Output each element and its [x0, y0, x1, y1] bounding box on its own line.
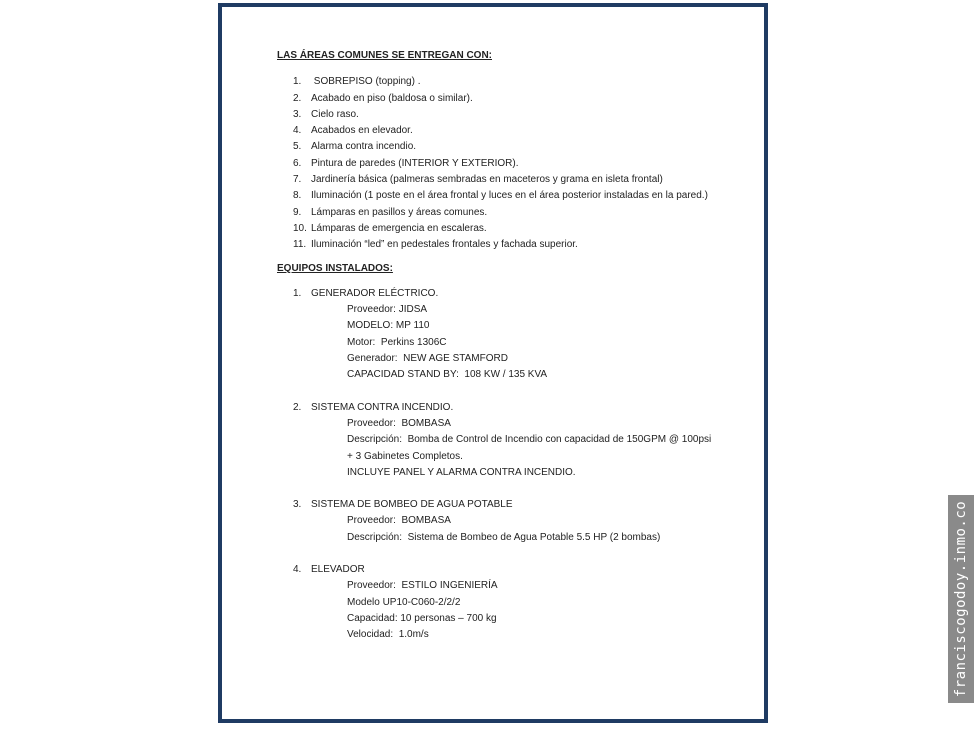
list-number: 1.	[293, 76, 302, 88]
list-number: 10.	[293, 222, 307, 234]
equipo-generador	[277, 286, 744, 384]
list-item	[293, 205, 744, 221]
heading-equipos-instalados: EQUIPOS INSTALADOS:	[277, 262, 393, 274]
list-number: 3.	[293, 499, 302, 511]
list-number: 3.	[293, 108, 302, 120]
equipo-detail: MODELO: MP 110	[347, 320, 430, 332]
list-text: Acabado en piso (baldosa o similar).	[311, 92, 473, 104]
list-text: Iluminación “led” en pedestales frontales y fachada superior.	[311, 239, 578, 251]
list-number: 8.	[293, 190, 302, 202]
equipo-title	[277, 562, 744, 578]
equipo-detail: Generador: NEW AGE STAMFORD	[347, 353, 508, 365]
list-item	[293, 139, 744, 155]
list-number: 5.	[293, 141, 302, 153]
equipo-title-text: GENERADOR ELÉCTRICO.	[311, 287, 439, 299]
document-page	[218, 3, 768, 723]
list-number: 4.	[293, 564, 302, 576]
list-text: Acabados en elevador.	[311, 125, 413, 137]
equipo-detail: Proveedor: BOMBASA	[347, 417, 451, 429]
list-text: Cielo raso.	[311, 108, 359, 120]
list-item	[293, 107, 744, 123]
list-number: 9.	[293, 206, 302, 218]
list-item	[293, 74, 744, 90]
equipo-title-text: SISTEMA DE BOMBEO DE AGUA POTABLE	[311, 499, 513, 511]
equipo-detail: Descripción: Sistema de Bombeo de Agua Potable 5.5 HP (2 bombas)	[347, 531, 661, 543]
equipo-detail: Proveedor: BOMBASA	[347, 515, 451, 527]
equipo-elevador	[277, 562, 744, 643]
equipo-detail: Modelo UP10-C060-2/2/2	[347, 596, 461, 608]
equipo-detail: Proveedor: ESTILO INGENIERÍA	[347, 580, 498, 592]
list-number: 4.	[293, 125, 302, 137]
list-text: Pintura de paredes (INTERIOR Y EXTERIOR).	[311, 157, 519, 169]
equipo-detail: Motor: Perkins 1306C	[347, 336, 447, 348]
equipo-detail: INCLUYE PANEL Y ALARMA CONTRA INCENDIO.	[347, 466, 576, 478]
list-number: 2.	[293, 92, 302, 104]
equipo-title	[277, 497, 744, 513]
equipo-title	[277, 400, 744, 416]
list-item	[293, 188, 744, 204]
list-item	[293, 156, 744, 172]
list-item	[293, 91, 744, 107]
document-content	[277, 48, 744, 660]
equipo-detail: Proveedor: JIDSA	[347, 304, 428, 316]
equipo-title-text: ELEVADOR	[311, 564, 365, 576]
list-text: Lámparas de emergencia en escaleras.	[311, 222, 487, 234]
list-item	[293, 123, 744, 139]
list-number: 7.	[293, 174, 302, 186]
list-item	[293, 237, 744, 253]
watermark	[948, 495, 974, 703]
equipo-title	[277, 286, 744, 302]
heading-areas-comunes: LAS ÁREAS COMUNES SE ENTREGAN CON:	[277, 50, 493, 61]
equipo-title-text: SISTEMA CONTRA INCENDIO.	[311, 401, 454, 413]
list-text: Jardinería básica (palmeras sembradas en maceteros y grama en isleta frontal)	[311, 174, 663, 186]
equipo-detail: Velocidad: 1.0m/s	[347, 629, 429, 641]
list-text: Iluminación (1 poste en el área frontal y luces en el área posterior instaladas en la pared.)	[311, 190, 708, 202]
list-item	[293, 221, 744, 237]
list-item	[293, 172, 744, 188]
list-text: Lámparas en pasillos y áreas comunes.	[311, 206, 488, 218]
equipo-detail: Capacidad: 10 personas – 700 kg	[347, 612, 497, 624]
watermark-text: franciscogodoy.inmo.co	[953, 500, 969, 698]
list-number: 2.	[293, 401, 302, 413]
list-number: 11.	[293, 239, 307, 251]
equipo-detail: + 3 Gabinetes Completos.	[347, 450, 463, 462]
equipo-detail: Descripción: Bomba de Control de Incendio con capacidad de 150GPM @ 100psi	[347, 434, 712, 446]
equipo-detail: CAPACIDAD STAND BY: 108 KW / 135 KVA	[347, 369, 548, 381]
list-text: SOBREPISO (topping) .	[311, 76, 421, 88]
list-number: 1.	[293, 287, 302, 299]
equipo-sistema-bombeo	[277, 497, 744, 546]
list-text: Alarma contra incendio.	[311, 141, 417, 153]
areas-list	[277, 74, 744, 253]
equipo-sistema-contra-incendio	[277, 400, 744, 481]
list-number: 6.	[293, 157, 302, 169]
